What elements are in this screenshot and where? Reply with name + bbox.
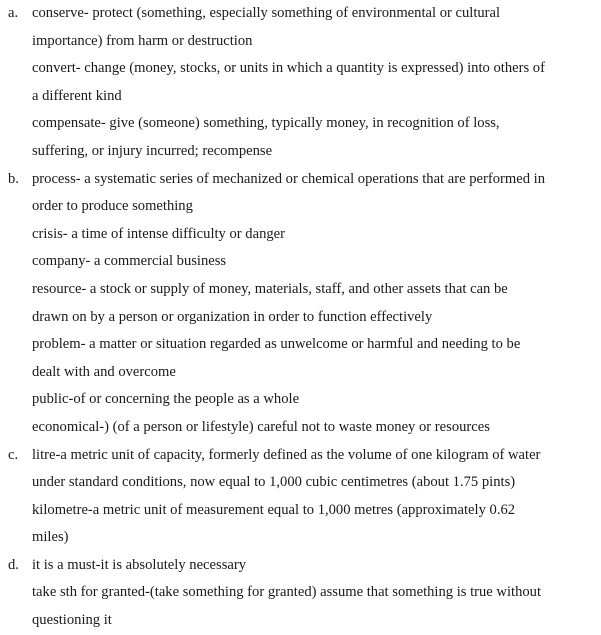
definition-line: suffering, or injury incurred; recompense bbox=[32, 142, 273, 159]
definition-entry bbox=[32, 442, 601, 497]
definition-line: problem- a matter or situation regarded as unwelcome or harmful and needing to be bbox=[32, 336, 521, 353]
definition-line: compensate- give (someone) something, typically money, in recognition of loss, bbox=[32, 115, 500, 132]
definition-line: company- a commercial business bbox=[32, 253, 227, 270]
definition-line: miles) bbox=[32, 529, 69, 546]
definition-line: under standard conditions, now equal to 1,000 cubic centimetres (about 1.75 pints) bbox=[32, 474, 516, 491]
definition-entry bbox=[32, 579, 601, 634]
definition-line: order to produce something bbox=[32, 198, 193, 215]
list-item bbox=[0, 166, 601, 442]
definition-entry bbox=[32, 414, 601, 442]
list-marker: b. bbox=[8, 170, 19, 187]
definition-line: conserve- protect (something, especially something of environmental or cultural bbox=[32, 5, 501, 21]
definition-line: economical-) (of a person or lifestyle) careful not to waste money or resources bbox=[32, 418, 490, 435]
definition-line: crisis- a time of intense difficulty or danger bbox=[32, 225, 286, 242]
definition-line: public-of or concerning the people as a whole bbox=[32, 391, 300, 408]
definition-entry bbox=[32, 386, 601, 414]
definition-line: drawn on by a person or organization in order to function effectively bbox=[32, 308, 433, 325]
list-item bbox=[0, 442, 601, 552]
definition-entry bbox=[32, 497, 601, 552]
definition-entry bbox=[32, 331, 601, 386]
definition-line: it is a must-it is absolutely necessary bbox=[32, 556, 247, 573]
definition-line: kilometre-a metric unit of measurement equal to 1,000 metres (approximately 0.62 bbox=[32, 501, 516, 518]
definition-line: litre-a metric unit of capacity, formerly defined as the volume of one kilogram of water bbox=[32, 446, 541, 463]
list-item bbox=[0, 552, 601, 635]
definition-entry bbox=[32, 276, 601, 331]
definition-line: questioning it bbox=[32, 612, 112, 629]
definition-entry bbox=[32, 248, 601, 276]
definition-line: importance) from harm or destruction bbox=[32, 32, 253, 49]
definition-line: resource- a stock or supply of money, materials, staff, and other assets that can be bbox=[32, 280, 508, 297]
list-marker: c. bbox=[8, 446, 19, 463]
definition-line: convert- change (money, stocks, or units in which a quantity is expressed) into others of bbox=[32, 60, 545, 77]
list-item bbox=[0, 0, 601, 166]
definition-line: a different kind bbox=[32, 87, 122, 104]
definition-entry bbox=[32, 0, 601, 55]
definition-line: dealt with and overcome bbox=[32, 363, 176, 380]
definition-line: take sth for granted-(take something for granted) assume that something is true without bbox=[32, 584, 542, 601]
definition-line: process- a systematic series of mechanized or chemical operations that are performed in bbox=[32, 170, 545, 187]
definition-entry bbox=[32, 221, 601, 249]
definition-entry bbox=[32, 110, 601, 165]
list-marker: a. bbox=[8, 5, 19, 21]
list-marker: d. bbox=[8, 556, 19, 573]
definition-entry bbox=[32, 55, 601, 110]
definition-entry bbox=[32, 552, 601, 580]
definition-entry bbox=[32, 166, 601, 221]
